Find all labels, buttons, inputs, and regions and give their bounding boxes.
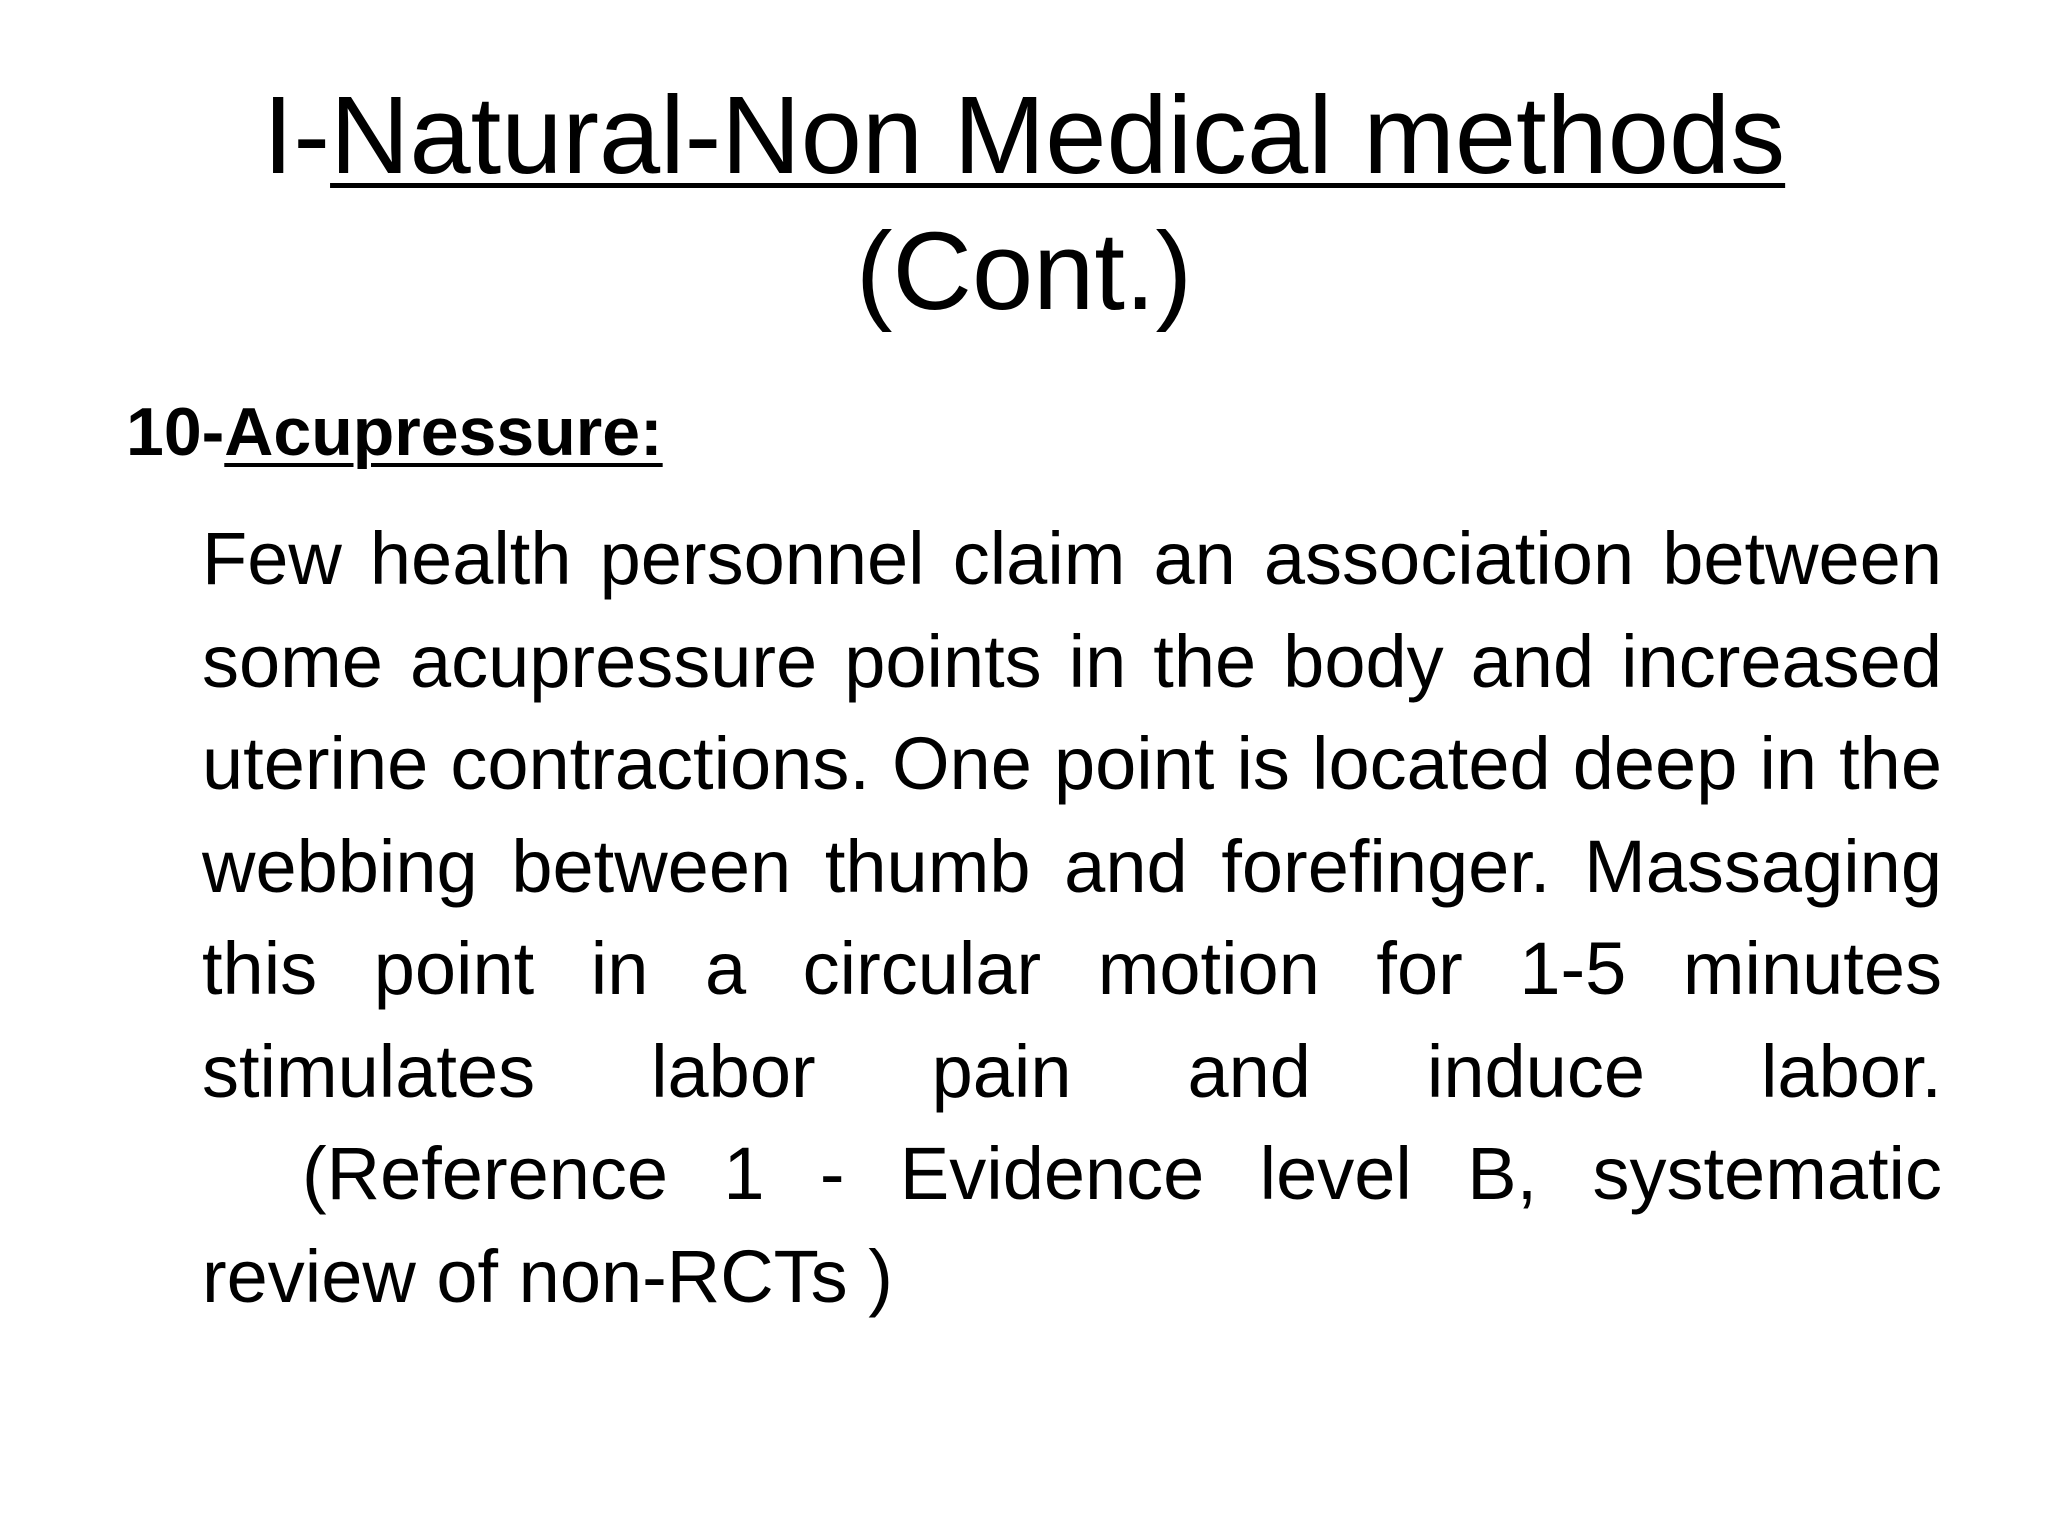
section-number: 10- [126, 394, 225, 470]
section-label: Acupressure: [224, 394, 663, 470]
title-underlined: Natural-Non Medical methods [330, 74, 1786, 197]
reference-text: (Reference 1 - Evidence level B, systematic review of non-RCTs ) [202, 1132, 1942, 1318]
title-cont: (Cont.) [855, 210, 1193, 333]
body-paragraph [202, 508, 1942, 1328]
paragraph-text: Few health personnel claim an association between some acupressure points in the body and increased uterine contractions. One point is located deep in the webbing between thumb and forefinger. Massaging this point in a circular motion for 1-5 minutes stimulates labor pain and induce labor. [202, 517, 1942, 1113]
slide-title [0, 68, 2048, 340]
section-heading [126, 392, 663, 472]
title-prefix: I- [262, 74, 331, 197]
